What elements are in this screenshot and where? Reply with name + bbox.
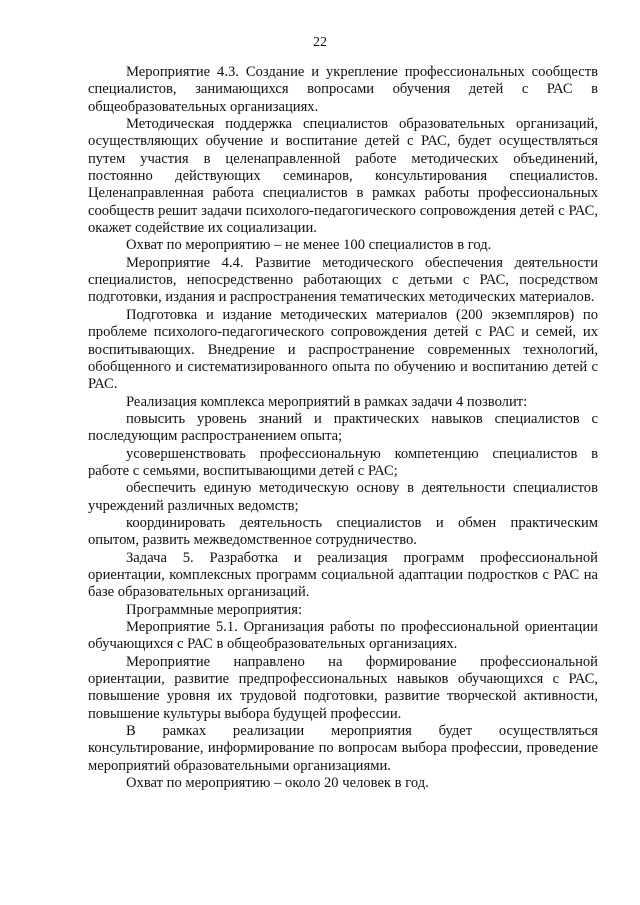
paragraph-event-5-1-goal: Мероприятие направлено на формирование профессиональной ориентации, развитие предпрофессиональных навыков обучающихся с РАС, повышение уровня их трудовой подготовки, развитие творческой активности, повышение культуры выбора будущей профессии. xyxy=(88,653,598,722)
paragraph-program-events: Программные мероприятия: xyxy=(126,601,302,618)
paragraph-task-5: Задача 5. Разработка и реализация программ профессиональной ориентации, комплексных программ социальной адаптации подростков с РАС на базе образовательных организаций. xyxy=(88,549,598,601)
paragraph-coverage-4-3: Охват по мероприятию – не менее 100 специалистов в год. xyxy=(126,237,492,254)
paragraph-materials: Подготовка и издание методических материалов (200 экземпляров) по проблеме психолого-педагогического сопровождения детей с РАС и семей, их воспитывающих. Внедрение и распространение современных технологий, обобщенного и систематизированного опыта по обучению и воспитанию детей с РАС. xyxy=(88,306,598,393)
paragraph-methodical-support: Методическая поддержка специалистов образовательных организаций, осуществляющих обучение и воспитание детей с РАС, будет осуществляться путем участия в целенаправленной работе методических объединений, постоянно действующих семинаров, консультирования специалистов. Целенаправленная работа специалистов в рамках работы профессиональных сообществ решит задачи психолого-педагогического сопровождения детей с РАС, окажет содействие их социализации. xyxy=(88,116,598,237)
paragraph-event-5-1: Мероприятие 5.1. Организация работы по профессиональной ориентации обучающихся с РАС в общеобразовательных организациях. xyxy=(88,619,598,653)
paragraph-event-4-4: Мероприятие 4.4. Развитие методического обеспечения деятельности специалистов, непосредственно работающих с детьми с РАС, посредством подготовки, издания и распространения тематических методических материалов. xyxy=(88,254,598,306)
list-item-outcome: усовершенствовать профессиональную компетенцию специалистов в работе с семьями, воспитывающими детей с РАС; xyxy=(88,445,598,479)
paragraph-event-5-1-activities: В рамках реализации мероприятия будет осуществляться консультирование, информирование по вопросам выбора профессии, проведение мероприятий образовательными организациями. xyxy=(88,723,598,774)
paragraph-event-4-3: Мероприятие 4.3. Создание и укрепление профессиональных сообществ специалистов, занимающихся вопросами обучения детей с РАС в общеобразовательных организациях. xyxy=(88,64,598,115)
page-number: 22 xyxy=(313,35,327,50)
list-item-outcome: повысить уровень знаний и практических навыков специалистов с последующим распространением опыта; xyxy=(88,410,598,445)
list-item-outcome: координировать деятельность специалистов и обмен практическим опытом, развить межведомственное сотрудничество. xyxy=(88,514,598,549)
document-body xyxy=(88,64,598,792)
paragraph-coverage-5-1: Охват по мероприятию – около 20 человек в год. xyxy=(126,775,429,792)
paragraph-task-4-outcome: Реализация комплекса мероприятий в рамках задачи 4 позволит: xyxy=(126,393,528,410)
list-item-outcome: обеспечить единую методическую основу в деятельности специалистов учреждений различных ведомств; xyxy=(88,480,598,514)
